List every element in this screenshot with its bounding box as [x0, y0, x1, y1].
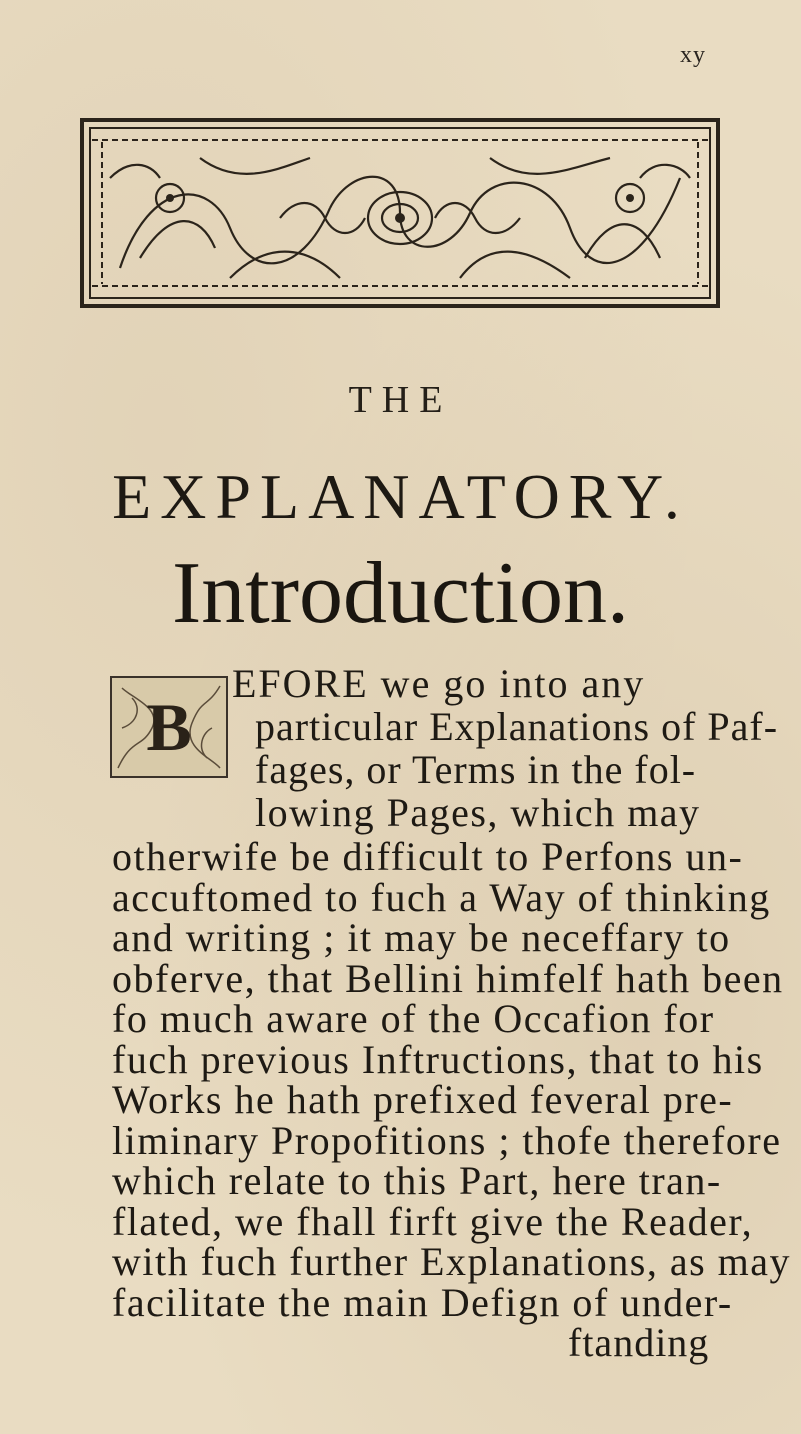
- text-line: fuch previous Inftructions, that to his: [112, 1036, 764, 1082]
- text-line: facilitate the main Defign of under-: [112, 1279, 733, 1325]
- text-line: EFORE we go into any: [232, 661, 646, 706]
- text-line: with fuch further Explanations, as may: [112, 1239, 792, 1284]
- ornamental-headpiece: [80, 118, 720, 308]
- page-signature: xy: [680, 42, 706, 68]
- text-line: particular Explanations of Paf-: [255, 704, 779, 749]
- text-line: which relate to this Part, here tran-: [112, 1158, 722, 1203]
- text-line: lowing Pages, which may: [255, 790, 701, 835]
- title-introduction: Introduction.: [171, 545, 629, 642]
- text-line: otherwife be difficult to Perfons un-: [112, 834, 744, 879]
- title-the: THE: [348, 379, 453, 421]
- title-explanatory: EXPLANATORY.: [112, 461, 689, 532]
- text-line: accuftomed to fuch a Way of thinking: [112, 874, 771, 920]
- text-line: obferve, that Bellini himfelf hath been: [112, 955, 784, 1001]
- initial-letter: B: [146, 689, 192, 765]
- text-line: liminary Propofitions ; thofe therefore: [112, 1117, 782, 1163]
- text-line: and writing ; it may be neceffary to: [112, 915, 731, 960]
- text-line: fo much aware of the Occafion for: [112, 996, 715, 1041]
- text-line: Works he hath prefixed feveral pre-: [112, 1077, 734, 1122]
- decorated-initial: [110, 676, 228, 778]
- catchword: ftanding: [568, 1320, 710, 1365]
- text-line: flated, we fhall firft give the Reader,: [112, 1198, 754, 1244]
- text-line: fages, or Terms in the fol-: [255, 747, 697, 792]
